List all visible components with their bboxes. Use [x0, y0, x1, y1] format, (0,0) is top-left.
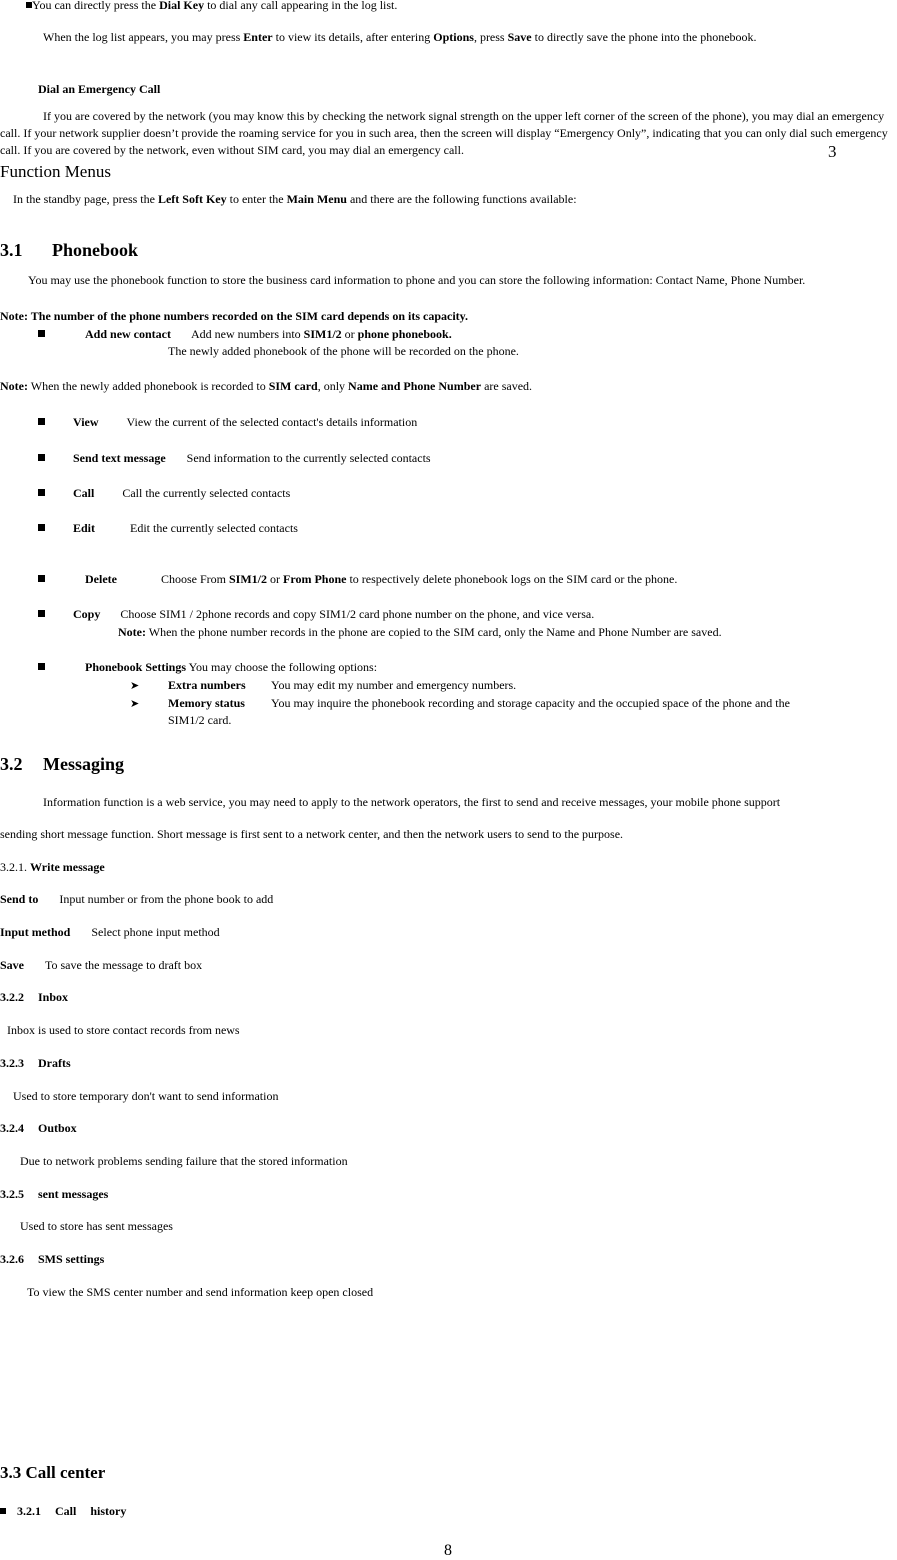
bullet-square-icon	[38, 524, 45, 531]
text: to enter the	[226, 192, 287, 206]
subsection-sms-settings	[0, 1252, 104, 1267]
text: or	[341, 327, 358, 341]
key-term: Main Menu	[286, 192, 347, 206]
bullet-square-icon	[38, 489, 45, 496]
sms-settings-desc: To view the SMS center number and send information keep open closed	[27, 1285, 374, 1299]
sent-messages-desc: Used to store has sent messages	[20, 1219, 173, 1233]
text: Add new numbers into	[191, 327, 304, 341]
dial-key-tip	[26, 0, 397, 13]
subsection-label: Drafts	[38, 1056, 71, 1070]
bullet-phonebook-settings	[38, 660, 377, 675]
item-label: Edit	[73, 521, 96, 535]
item-label: Save	[0, 958, 24, 972]
bullet-call	[38, 486, 290, 501]
subsection-label: history	[90, 1504, 127, 1518]
text: to dial any call appearing in the log list.	[204, 0, 398, 12]
subsection-label: Inbox	[38, 990, 69, 1004]
bullet-delete	[38, 572, 677, 587]
item-desc: View the current of the selected contact's details information	[126, 415, 418, 429]
item-desc: Choose SIM1 / 2phone records and copy SIM1/2 card phone number on the phone, and vice versa.	[120, 607, 595, 621]
subsection-number: 3.2.2	[0, 990, 24, 1004]
item-label: Phonebook Settings	[85, 660, 187, 674]
bullet-square-icon	[38, 330, 45, 337]
note-label: Note:	[0, 379, 28, 393]
item-save	[0, 958, 202, 973]
key-term: SIM1/2	[229, 572, 268, 586]
item-send-to	[0, 892, 273, 907]
log-list-tip	[43, 30, 757, 45]
bullet-square-icon	[38, 663, 45, 670]
messaging-intro-2: sending short message function. Short message is first sent to a network center, and then the network users to send to the purpose.	[0, 827, 624, 841]
subsection-write-message	[0, 860, 105, 875]
section-title-phonebook: Phonebook	[52, 240, 139, 260]
bullet-edit	[38, 521, 298, 536]
copy-note	[118, 625, 722, 640]
subsection-call-history	[0, 1504, 126, 1519]
subsection-inbox	[0, 990, 68, 1005]
emergency-heading: Dial an Emergency Call	[38, 82, 161, 96]
item-desc: Call the currently selected contacts	[122, 486, 291, 500]
subsection-label: Outbox	[38, 1121, 77, 1135]
bullet-square-icon	[38, 418, 45, 425]
phonebook-intro	[0, 272, 889, 289]
subsection-number: 3.2.6	[0, 1252, 24, 1266]
item-label: View	[73, 415, 99, 429]
text: are saved.	[481, 379, 533, 393]
bullet-add-new-contact	[38, 327, 452, 342]
item-desc: Input number or from the phone book to add	[59, 892, 274, 906]
key-term: Name and Phone Number	[348, 379, 482, 393]
text: or	[267, 572, 284, 586]
bullet-square-icon	[0, 1508, 6, 1514]
bullet-square-icon	[38, 610, 45, 617]
text: to respectively delete phonebook logs on the SIM card or the phone.	[346, 572, 678, 586]
text: When the newly added phonebook is recorded to	[27, 379, 269, 393]
text: , only	[317, 379, 349, 393]
key-term: Left Soft Key	[157, 192, 227, 206]
text: You may use the phonebook function to store the business card information to phone and you can store the following information: Contact Name, Phone Number.	[28, 273, 806, 287]
subsection-number: 3.2.5	[0, 1187, 24, 1201]
bullet-copy	[38, 607, 594, 622]
option-desc: You may edit my number and emergency numbers.	[271, 678, 517, 692]
item-input-method	[0, 925, 220, 940]
option-memory-status-cont: SIM1/2 card.	[168, 713, 232, 727]
key-term: SIM1/2	[303, 327, 342, 341]
key-term: From Phone	[283, 572, 347, 586]
text: Choose From	[160, 572, 229, 586]
key-term: Enter	[243, 30, 273, 44]
subsection-label: SMS settings	[38, 1252, 105, 1266]
section-number-3-1: 3.1	[0, 240, 23, 260]
section-number-3-2: 3.2	[0, 754, 23, 774]
item-label: Delete	[85, 572, 117, 586]
phonebook-note-sim-card	[0, 379, 532, 394]
subsection-number: 3.2.1.	[0, 860, 30, 874]
text: When the log list appears, you may press	[43, 30, 244, 44]
item-label: Call	[73, 486, 95, 500]
chapter-number: 3	[828, 142, 837, 161]
key-term: Options	[433, 30, 474, 44]
arrow-bullet-icon: ➤	[130, 679, 140, 692]
bullet-send-text-message	[38, 451, 431, 466]
text: to view its details, after entering	[272, 30, 434, 44]
option-memory-status	[130, 696, 790, 711]
key-term: SIM card	[268, 379, 318, 393]
text: , press	[473, 30, 508, 44]
bullet-square-icon	[38, 454, 45, 461]
subsection-number: 3.2.4	[0, 1121, 24, 1135]
section-title-call-center: 3.3 Call center	[0, 1463, 106, 1482]
subsection-label: Call	[55, 1504, 77, 1518]
phonebook-note-capacity: Note: The number of the phone numbers recorded on the SIM card depends on its capacity.	[0, 309, 469, 323]
key-term: Dial Key	[159, 0, 205, 12]
item-label: Send text message	[73, 451, 166, 465]
item-desc: Send information to the currently selected contacts	[186, 451, 431, 465]
chapter-title: Function Menus	[0, 162, 111, 181]
option-label: Extra numbers	[168, 678, 246, 692]
key-term: Save	[507, 30, 532, 44]
chapter-intro	[13, 192, 577, 207]
section-title-messaging: Messaging	[43, 754, 124, 774]
option-extra-numbers	[130, 678, 517, 693]
key-term: phone phonebook.	[357, 327, 452, 341]
item-desc: Edit the currently selected contacts	[130, 521, 298, 535]
subsection-drafts	[0, 1056, 71, 1071]
option-desc: You may inquire the phonebook recording and storage capacity and the occupied space of the phone and the	[271, 696, 790, 710]
item-label: Input method	[0, 925, 71, 939]
add-new-contact-subtext: The newly added phonebook of the phone will be recorded on the phone.	[168, 344, 519, 358]
subsection-sent-messages	[0, 1187, 108, 1202]
page-number: 8	[444, 1542, 452, 1559]
bullet-square-icon	[38, 575, 45, 582]
drafts-desc: Used to store temporary don't want to send information	[13, 1089, 279, 1103]
subsection-outbox	[0, 1121, 77, 1136]
item-desc: Select phone input method	[91, 925, 220, 939]
text: to directly save the phone into the phonebook.	[531, 30, 757, 44]
item-label: Add new contact	[85, 327, 171, 341]
text: When the phone number records in the phone are copied to the SIM card, only the Name and Phone Number are saved.	[145, 625, 722, 639]
bullet-view	[38, 415, 417, 430]
item-desc: To save the message to draft box	[45, 958, 203, 972]
item-desc: You may choose the following options:	[186, 660, 378, 674]
subsection-label: Write message	[30, 860, 105, 874]
arrow-bullet-icon: ➤	[130, 697, 140, 710]
text: and there are the following functions available:	[346, 192, 577, 206]
subsection-label: sent messages	[38, 1187, 109, 1201]
subsection-number: 3.2.1	[17, 1504, 41, 1518]
outbox-desc: Due to network problems sending failure that the stored information	[20, 1154, 348, 1168]
text: If you are covered by the network (you may know this by checking the network signal strength on the upper left corner of the screen of the phone), you may dial an emergency call. If your network supplier doesn’t provide the roaming service for you in such area, then the screen will display “Emergency Only”, indicating that you can only dial such emergency call. If you are covered by the network, even without SIM card, you may dial an emergency call.	[0, 109, 888, 157]
option-label: Memory status	[168, 696, 245, 710]
messaging-intro-1: Information function is a web service, you may need to apply to the network operators, the first to send and receive messages, your mobile phone support	[43, 795, 781, 809]
item-label: Send to	[0, 892, 39, 906]
note-label: Note:	[118, 625, 146, 639]
text: You can directly press the	[32, 0, 160, 12]
text: In the standby page, press the	[13, 192, 158, 206]
subsection-number: 3.2.3	[0, 1056, 24, 1070]
emergency-body	[0, 108, 889, 159]
inbox-desc: Inbox is used to store contact records from news	[7, 1023, 240, 1037]
item-label: Copy	[73, 607, 101, 621]
